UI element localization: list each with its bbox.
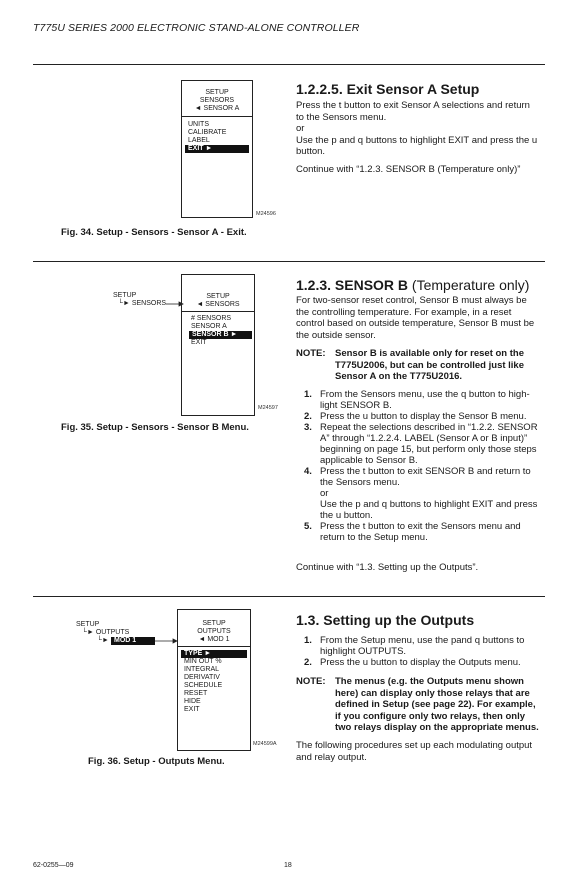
step-text <box>320 411 556 422</box>
step-item <box>304 411 560 422</box>
step-item <box>304 635 560 657</box>
note-block <box>296 348 554 384</box>
text-line: light SENSOR B. <box>320 400 392 411</box>
step-item <box>304 466 560 521</box>
figure-code: M24599A <box>253 741 277 747</box>
text-line: here) can display only those relays that are <box>335 687 530 699</box>
text-line: beginning on page 15, but perform only those steps <box>320 444 537 455</box>
text-line: if you configure only two relays, then only <box>335 710 526 722</box>
figure-code: M24596 <box>256 211 276 217</box>
text-line: Sensor B is available only for reset on the <box>335 348 525 359</box>
page-header: T775U SERIES 2000 ELECTRONIC STAND-ALONE CONTROLLER <box>33 22 360 34</box>
lcd-highlighted-item: EXIT ► <box>185 145 249 153</box>
step-item <box>304 389 560 411</box>
text-line: two relays display on the appropriate menus. <box>335 722 539 733</box>
lcd-title-line: OUTPUTS <box>197 628 231 635</box>
lcd-figure-35 <box>181 274 255 416</box>
text-line: the Sensors menu. <box>320 477 400 488</box>
note-label: NOTE: <box>296 348 326 359</box>
section-heading: 1.2.2.5. Exit Sensor A Setup <box>296 81 480 97</box>
text-line: Sensor A on the T775U2016. <box>335 371 463 382</box>
text-line: defined in Setup (see page 22). For example, <box>335 699 536 710</box>
body-paragraph <box>296 100 551 158</box>
figure-caption: Fig. 35. Setup - Sensors - Sensor B Menu. <box>61 422 249 433</box>
step-number: 5. <box>304 521 312 532</box>
step-item <box>304 422 560 466</box>
step-number: 2. <box>304 411 312 422</box>
text-line: Repeat the selections described in “1.2.2. SENSOR <box>320 422 538 433</box>
section-divider <box>33 596 545 597</box>
step-text <box>320 466 556 521</box>
text-line: Press the t button to exit SENSOR B and return to <box>320 466 531 477</box>
lcd-menu-item: EXIT <box>191 339 207 346</box>
lcd-menu-item: DERIVATIV <box>184 674 220 681</box>
note-text <box>335 676 555 734</box>
step-text <box>320 389 556 411</box>
menu-tree-root: SETUP <box>76 621 100 628</box>
section-heading: 1.3. Setting up the Outputs <box>296 612 475 628</box>
step-number: 2. <box>304 657 312 668</box>
lcd-menu-item: MIN OUT % <box>184 658 222 665</box>
step-item <box>304 657 560 668</box>
text-line: For two-sensor reset control, Sensor B must always be <box>296 295 527 306</box>
text-line: control based on outside temperature, Sensor B must be <box>296 318 535 329</box>
text-line: the outside sensor. <box>296 329 376 341</box>
text-line: The following procedures set up each modulating output <box>296 740 533 751</box>
step-item <box>304 521 560 543</box>
figure-caption: Fig. 34. Setup - Sensors - Sensor A - Exit. <box>61 227 247 238</box>
menu-tree-child: └► SENSORS <box>118 300 167 307</box>
text-line: the u button. <box>320 510 373 521</box>
lcd-title-line: ◄ MOD 1 <box>198 636 230 643</box>
text-line: and relay output. <box>296 751 367 763</box>
step-text <box>320 657 556 668</box>
text-line: T775U2006, but can be controlled just like <box>335 359 525 371</box>
text-line: or <box>320 488 329 499</box>
text-line: Press the t button to exit the Sensors menu and <box>320 521 521 532</box>
note-text <box>335 348 550 383</box>
continue-text: Continue with “1.3. Setting up the Outputs”. <box>296 562 479 573</box>
step-text <box>320 635 556 657</box>
lcd-highlighted-item: SENSOR B ► <box>189 331 252 339</box>
lcd-title-line: SETUP <box>205 89 229 96</box>
step-text <box>320 422 556 466</box>
text-line: button. <box>296 146 326 157</box>
lcd-menu-item: LABEL <box>188 137 210 144</box>
lcd-title-line: SENSORS <box>199 97 235 104</box>
lcd-menu-item: CALIBRATE <box>188 129 227 136</box>
text-line: return to the Setup menu. <box>320 532 428 543</box>
menu-tree-grandchild-arrow: └► <box>97 637 109 644</box>
menu-tree-root: SETUP <box>113 292 137 299</box>
step-number: 4. <box>304 466 312 477</box>
figure-caption: Fig. 36. Setup - Outputs Menu. <box>88 756 225 767</box>
lcd-menu-item: # SENSORS <box>191 315 232 322</box>
text-line: the controlling temperature. For example, in a reset <box>296 306 512 318</box>
step-number: 1. <box>304 389 312 400</box>
section-heading <box>296 277 529 293</box>
lcd-divider <box>182 311 254 312</box>
lcd-menu-item: INTEGRAL <box>184 666 220 673</box>
note-block <box>296 676 556 734</box>
text-line: Press the u button to display the Outputs menu. <box>320 657 521 668</box>
text-line: From the Setup menu, use the pand q buttons to <box>320 635 525 646</box>
lcd-menu-item: SENSOR A <box>191 323 227 330</box>
lcd-title-line: ◄ SENSORS <box>196 301 240 308</box>
text-line: Use the p and q buttons to highlight EXIT and press the u <box>296 134 538 146</box>
section-divider <box>33 261 545 262</box>
text-line: Press the t button to exit Sensor A selections and return <box>296 100 530 111</box>
text-line: From the Sensors menu, use the q button to high- <box>320 389 530 400</box>
text-line: or <box>296 123 305 134</box>
lcd-title-line: ◄ SENSOR A <box>194 105 240 112</box>
menu-tree-child: └► OUTPUTS <box>82 629 130 636</box>
heading-bold: 1.2.3. SENSOR B <box>296 277 409 293</box>
step-number: 3. <box>304 422 312 433</box>
text-line: highlight OUTPUTS. <box>320 646 407 657</box>
lcd-title-line: SETUP <box>206 293 230 300</box>
lcd-title-line: SETUP <box>202 620 226 627</box>
lcd-figure-34 <box>181 80 253 218</box>
lcd-menu-item: UNITS <box>188 121 209 128</box>
lcd-menu-item: RESET <box>184 690 208 697</box>
text-line: A” through “1.2.2.4. LABEL (Sensor A or B input)” <box>320 433 528 444</box>
note-label: NOTE: <box>296 676 326 687</box>
lcd-menu-item: HIDE <box>184 698 201 705</box>
menu-tree-highlight: MOD 1 <box>111 637 155 645</box>
text-line: Use the p and q buttons to highlight EXIT and press <box>320 499 538 510</box>
heading-normal: (Temperature only) <box>408 277 530 293</box>
lcd-highlighted-item: TYPE ► <box>181 650 247 658</box>
text-line: applicable to Sensor B. <box>320 455 418 466</box>
lcd-figure-36 <box>177 609 251 751</box>
step-number: 1. <box>304 635 312 646</box>
footer-page-number: 18 <box>284 862 292 869</box>
footer-doc-number: 62-0255—09 <box>33 862 74 869</box>
figure-code: M24597 <box>258 405 278 411</box>
continue-text: Continue with “1.2.3. SENSOR B (Temperature only)” <box>296 164 521 175</box>
text-line: The menus (e.g. the Outputs menu shown <box>335 676 524 687</box>
step-text <box>320 521 556 543</box>
text-line: to the Sensors menu. <box>296 111 387 123</box>
closing-paragraph <box>296 740 556 763</box>
text-line: Press the u button to display the Sensor B menu. <box>320 411 527 422</box>
intro-paragraph <box>296 295 551 341</box>
lcd-divider <box>178 646 250 647</box>
section-divider <box>33 64 545 65</box>
lcd-menu-item: SCHEDULE <box>184 682 223 689</box>
lcd-divider <box>182 116 252 117</box>
lcd-menu-item: EXIT <box>184 706 200 713</box>
